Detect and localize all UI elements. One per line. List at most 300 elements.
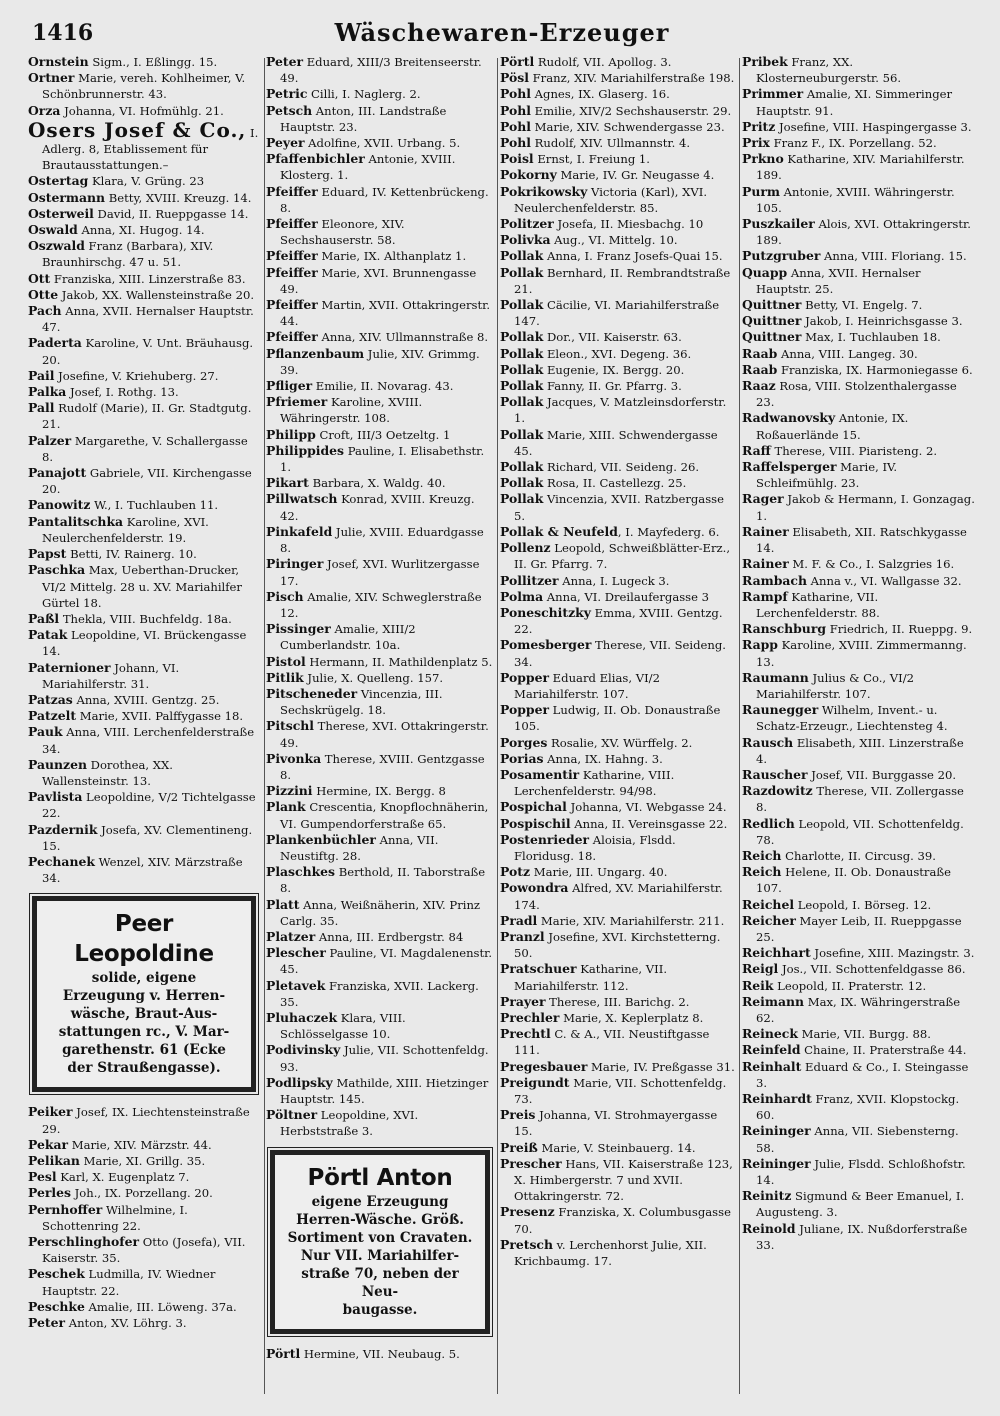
entry-name: Pollak (500, 394, 544, 410)
entry-address: Emilie, II. Novarag. 43. (312, 379, 454, 394)
entry-name: Petsch (266, 102, 313, 118)
directory-entry (742, 1091, 976, 1123)
entry-address: Franz, XX. Klosterneuburgerstr. 56. (756, 55, 902, 86)
entry-name: Papst (28, 546, 67, 562)
entry-name: Pöltner (266, 1107, 318, 1123)
entry-address: Amalie, XI. Simmeringer Hauptstr. 91. (756, 87, 953, 118)
entry-address: Franz (Barbara), XIV. Braunhirschg. 47 u. 51. (42, 239, 214, 270)
entry-address: Mayer Leib, II. Rueppgasse 25. (756, 913, 962, 944)
entry-address: C. & A., VII. Neustiftgasse 111. (514, 1027, 710, 1058)
entry-address: Eleonore, XIV. Sechshauserstr. 58. (280, 217, 405, 248)
entry-address: Mathilde, XIII. Hietzinger Hauptstr. 145. (280, 1075, 489, 1106)
entry-address: Elisabeth, XII. Ratschkygasse 14. (756, 524, 967, 556)
entry-address: Vincenzia, III. Sechskrügelg. 18. (280, 686, 443, 718)
entry-name: Piringer (266, 556, 324, 572)
entry-address: Therese, III. Barichg. 2. (545, 994, 690, 1009)
entry-address: Leopoldine, XVI. Herbststraße 3. (280, 1108, 419, 1139)
entry-name: Prayer (500, 993, 546, 1009)
entry-address: Max, Ueberthan-Drucker, VI/2 Mittelg. 28 u. XV. Mariahilfer Gürtel 18. (42, 563, 242, 610)
entry-name: Perles (28, 1185, 71, 1201)
directory-entry (28, 1315, 260, 1331)
entry-name: Pradl (500, 912, 538, 928)
column-4 (742, 54, 976, 1394)
entry-name: Prechler (500, 1009, 560, 1025)
directory-entry (742, 313, 976, 329)
ad-text-line: eigene Erzeugung (311, 1193, 449, 1210)
entry-address: Anna, I. Franz Josefs-Quai 15. (543, 249, 723, 264)
directory-entry (500, 670, 736, 702)
entry-name: Pluhaczek (266, 1009, 338, 1025)
entry-address: Josef, XVI. Wurlitzergasse 17. (280, 557, 480, 588)
directory-entry (266, 621, 494, 653)
entry-name: Reich (742, 847, 782, 863)
entry-address: Pauline, VI. Magdalenenstr. 45. (280, 946, 493, 977)
entry-name: Pokrikowsky (500, 183, 588, 199)
entry-name: Podlipsky (266, 1074, 333, 1090)
entry-address: Betti, IV. Rainerg. 10. (66, 547, 197, 562)
entry-address: Thekla, VIII. Buchfeldg. 18a. (59, 611, 232, 626)
entry-address: Jakob & Hermann, I. Gonzagag. 1. (756, 492, 975, 523)
directory-entry (28, 1153, 260, 1169)
entry-name: Pohl (500, 118, 531, 134)
entry-address: Anna, Weißnäherin, XIV. Prinz Carlg. 35. (280, 897, 481, 928)
entry-address: Hermann, II. Mathildenplatz 5. (305, 654, 493, 669)
entry-address: Anna, XIV. Ullmannstraße 8. (317, 330, 489, 345)
directory-entry (500, 362, 736, 378)
entry-name: Pfliger (266, 378, 313, 394)
directory-entry (742, 410, 976, 442)
entry-address: Hermine, VII. Neubaug. 5. (300, 1346, 460, 1361)
directory-entry (28, 724, 260, 756)
directory-entry (500, 151, 736, 167)
entry-address: Aloisia, Flsdd. Floridusg. 18. (514, 832, 676, 863)
directory-entry (742, 978, 976, 994)
entry-name: Pfeiffer (266, 297, 318, 313)
directory-entry (742, 346, 976, 362)
entry-name: Presenz (500, 1204, 555, 1220)
directory-entry (266, 329, 494, 345)
entry-name: Panajott (28, 465, 87, 481)
directory-entry (742, 961, 976, 977)
entry-address: Katharine, VII. Mariahilferstr. 112. (514, 962, 668, 993)
entry-name: Petric (266, 86, 308, 102)
entry-address: Katharine, VII. Lerchenfelderstr. 88. (756, 589, 880, 620)
entry-address: Johanna, VI. Strohmayergasse 15. (514, 1108, 718, 1139)
entry-address: Antonie, IX. Roßauerlände 15. (756, 411, 909, 442)
entry-address: Sigm., I. Eßlingg. 15. (88, 55, 218, 69)
entry-address: Jacques, V. Matzleinsdorferstr. 1. (514, 395, 727, 426)
directory-entry (742, 1042, 976, 1058)
entry-name: Raab (742, 361, 778, 377)
directory-entry (500, 1156, 736, 1205)
directory-entry (266, 184, 494, 216)
entry-name: Pissinger (266, 621, 331, 637)
entry-name: Poneschitzky (500, 604, 591, 620)
entry-address: Agnes, IX. Glaserg. 16. (530, 87, 670, 102)
entry-address: Marie, vereh. Kohlheimer, V. Schönbrunnerstr. 43. (42, 71, 246, 102)
entry-name: Reininger (742, 1123, 811, 1139)
directory-entry (28, 1137, 260, 1153)
entry-name: Plaschkes (266, 864, 336, 880)
directory-entry (266, 151, 494, 183)
directory-entry (742, 459, 976, 491)
entry-address: Josefa, XV. Clementineng. 15. (42, 822, 253, 853)
directory-entry (266, 1346, 494, 1362)
directory-entry (28, 206, 260, 222)
directory-entry (500, 427, 736, 459)
entry-address: Marie, XIII. Schwendergasse 45. (514, 427, 718, 458)
directory-entry (28, 497, 260, 513)
directory-entry (500, 751, 736, 767)
entry-name: Pfaffenbichler (266, 151, 365, 167)
entry-name: Quittner (742, 313, 802, 329)
directory-entry (266, 394, 494, 426)
entry-address: Anna, IX. Hahng. 3. (543, 751, 663, 766)
entry-name: Palzer (28, 432, 72, 448)
entry-address: Karoline, XVIII. Zimmermanng. 13. (756, 638, 967, 669)
entry-name: Pfriemer (266, 394, 328, 410)
directory-entry (28, 1234, 260, 1266)
directory-entry (28, 173, 260, 189)
directory-entry (500, 1107, 736, 1139)
directory-entry (742, 378, 976, 410)
entry-name: Patak (28, 627, 68, 643)
entry-address: Rosalie, XV. Würffelg. 2. (547, 735, 693, 750)
entry-address: Amalie, XIV. Schweglerstraße 12. (280, 589, 482, 620)
directory-entry (266, 945, 494, 977)
entry-address: Franziska, IX. Harmoniegasse 6. (777, 362, 973, 377)
directory-entry (266, 783, 494, 799)
entry-name: Peyer (266, 135, 305, 151)
entry-address: Alois, XVI. Ottakringerstr. 189. (756, 217, 971, 248)
entry-name: Preis (500, 1107, 536, 1123)
directory-entry (500, 994, 736, 1010)
entry-address: Marie, XVI. Brunnengasse 49. (280, 265, 477, 296)
directory-entry (500, 816, 736, 832)
entry-address: Fanny, II. Gr. Pfarrg. 3. (543, 379, 682, 394)
entry-address: Franziska, XVII. Lackerg. 35. (280, 978, 479, 1009)
entry-address: Marie, V. Steinbauerg. 14. (537, 1140, 696, 1155)
entry-address: David, II. Rueppgasse 14. (93, 206, 249, 221)
entry-name: Platt (266, 896, 300, 912)
entry-name: Pitlik (266, 669, 304, 685)
directory-entry (500, 540, 736, 572)
directory-entry (266, 589, 494, 621)
entry-address: Anna, VI. Dreilaufergasse 3 (543, 589, 710, 604)
directory-entry (742, 589, 976, 621)
entry-address: Anna, VII. Neustiftg. 28. (280, 832, 439, 863)
directory-entry (266, 1107, 494, 1139)
entry-name: Pikart (266, 475, 309, 491)
entry-address: Juliane, IX. Nußdorferstraße 33. (756, 1221, 968, 1252)
directory-entry (266, 832, 494, 864)
directory-entry (742, 184, 976, 216)
entry-name: Pistol (266, 653, 306, 669)
entry-address: Therese, XVIII. Gentzgasse 8. (280, 751, 485, 782)
directory-entry (28, 335, 260, 367)
entry-address: Martin, XVII. Ottakringerstr. 44. (280, 298, 491, 329)
directory-entry (28, 627, 260, 659)
directory-entry (742, 670, 976, 702)
directory-entry (742, 1156, 976, 1188)
entry-address: Wilhelm, Invent.- u. Schatz-Erzeugr., Liechtensteg 4. (756, 703, 948, 734)
entry-address: Eduard, IV. Kettenbrückeng. 8. (280, 184, 489, 215)
directory-entry (28, 119, 260, 174)
directory-entry (500, 103, 736, 119)
directory-entry (266, 524, 494, 556)
directory-entry (500, 70, 736, 86)
entry-name: Pinkafeld (266, 523, 333, 539)
directory-entry (500, 605, 736, 637)
entry-address: Otto (Josefa), VII. Kaiserstr. 35. (42, 1234, 246, 1266)
directory-entry (266, 475, 494, 491)
directory-entry (742, 119, 976, 135)
entry-name: Pollak (500, 297, 544, 313)
entry-address: Julie, VII. Schottenfeldg. 93. (280, 1043, 489, 1074)
entry-address: Barbara, X. Waldg. 40. (308, 476, 446, 491)
directory-entry (742, 297, 976, 313)
entry-address: Bernhard, II. Rembrandtstraße 21. (514, 265, 731, 296)
entry-address: Charlotte, II. Circusg. 39. (781, 848, 936, 863)
entry-address: Karoline, XVI. Neulerchenfelderstr. 19. (42, 514, 209, 545)
directory-entry (500, 913, 736, 929)
directory-entry (266, 54, 494, 86)
entry-address: Marie, XIV. Mariahilferstr. 211. (537, 913, 725, 928)
entry-name: Raff (742, 442, 771, 458)
entry-name: Reichel (742, 896, 795, 912)
directory-entry (500, 735, 736, 751)
entry-address: Anna, II. Vereinsgasse 22. (570, 816, 728, 831)
directory-entry (500, 524, 736, 540)
directory-entry (28, 562, 260, 611)
directory-entry (266, 443, 494, 475)
entry-name: Paschka (28, 562, 86, 578)
directory-entry (742, 848, 976, 864)
entry-name: Preigundt (500, 1074, 570, 1090)
entry-name: Panowitz (28, 497, 91, 513)
entry-address: Dorothea, XX. Wallensteinstr. 13. (42, 757, 173, 788)
directory-entry (266, 978, 494, 1010)
entry-name: Pletavek (266, 977, 326, 993)
directory-entry (500, 86, 736, 102)
ad-name: Pörtl Anton (307, 1164, 453, 1191)
entry-address: Marie, XVII. Palffygasse 18. (76, 709, 244, 724)
entry-name: Pollenz (500, 540, 551, 556)
entry-address: Klara, V. Grüng. 23 (88, 174, 205, 189)
directory-entry (742, 702, 976, 734)
directory-entry (742, 864, 976, 896)
column-3 (500, 54, 736, 1394)
entry-name: Porges (500, 734, 548, 750)
entry-name: Preiß (500, 1139, 538, 1155)
entry-name: Pörtl (500, 54, 535, 69)
directory-entry (500, 637, 736, 669)
directory-entry (28, 222, 260, 238)
entry-address: Eduard, XIII/3 Breitenseerstr. 49. (280, 55, 482, 86)
entry-name: Rambach (742, 572, 807, 588)
entry-address: Antonie, XVIII. Klosterg. 1. (280, 152, 456, 183)
directory-entry (500, 184, 736, 216)
directory-entry (28, 514, 260, 546)
entry-address: Marie, IV. Gr. Neugasse 4. (556, 168, 715, 183)
directory-entry (266, 248, 494, 264)
directory-entry (500, 702, 736, 734)
entry-address: I. Adlerg. 8, Etablissement für Brautausstattungen.– (42, 125, 259, 173)
entry-address: Leopold, II. Praterstr. 12. (773, 978, 927, 993)
entry-name: Pösl (500, 70, 529, 86)
entry-name: Paßl (28, 610, 60, 626)
entry-address: Johann, VI. Mariahilferstr. 31. (42, 660, 180, 691)
entry-name: Paternioner (28, 659, 111, 675)
entry-name: Pavlista (28, 789, 83, 805)
entry-name: Peter (266, 54, 304, 69)
entry-name: Rampf (742, 588, 788, 604)
directory-entry (500, 799, 736, 815)
directory-entry (266, 718, 494, 750)
entry-address: Konrad, XVIII. Kreuzg. 42. (280, 492, 475, 523)
directory-entry (500, 329, 736, 345)
ad-text-line: straße 70, neben der Neu- (301, 1265, 459, 1300)
directory-entry (742, 216, 976, 248)
entry-name: Osers Josef & Co., (28, 117, 247, 142)
entry-name: Ranschburg (742, 621, 827, 637)
directory-entry (28, 854, 260, 886)
entry-address: Alfred, XV. Mariahilferstr. 174. (514, 881, 723, 912)
entry-name: Pretsch (500, 1236, 553, 1252)
directory-entry (500, 767, 736, 799)
directory-entry (266, 1075, 494, 1107)
entry-address: Gabriele, VII. Kirchengasse 20. (42, 466, 252, 497)
directory-entry (28, 271, 260, 287)
entry-name: Podivinsky (266, 1042, 341, 1058)
entry-address: Julius & Co., VI/2 Mariahilferstr. 107. (756, 670, 915, 701)
entry-address: Marie, X. Keplerplatz 8. (559, 1010, 704, 1025)
entry-name: Reigl (742, 961, 779, 977)
directory-entry (742, 816, 976, 848)
entry-address: Therese, VII. Zollergasse 8. (756, 784, 964, 815)
entry-address: Anna, XVII. Hernalser Hauptstr. 47. (42, 304, 254, 335)
entry-name: Peschke (28, 1298, 85, 1314)
ad-text-line: Erzeugung v. Herren- (62, 988, 226, 1005)
directory-entry (266, 216, 494, 248)
entry-name: Pollak (500, 378, 544, 394)
entry-address: Anna, XVII. Hernalser Hauptstr. 25. (756, 265, 921, 296)
entry-address: Rudolf (Marie), II. Gr. Stadtgutg. 21. (42, 401, 252, 432)
directory-entry (28, 190, 260, 206)
entry-address: Julie, Flsdd. Schloßhofstr. 14. (756, 1156, 966, 1188)
entry-address: , I. Mayfederg. 6. (617, 524, 720, 539)
directory-entry (742, 913, 976, 945)
entry-address: Anna, VIII. Langeg. 30. (777, 346, 918, 361)
entry-name: Porias (500, 750, 544, 766)
entry-name: Pratschuer (500, 961, 577, 977)
entry-name: Pregesbauer (500, 1058, 588, 1074)
entry-name: Raumann (742, 669, 809, 685)
entry-address: Crescentia, Knopflochnäherin, VI. Gumpendorferstraße 65. (280, 800, 489, 831)
directory-entry (500, 589, 736, 605)
entry-name: Raab (742, 345, 778, 361)
entry-address: W., I. Tuchlauben 11. (90, 498, 219, 513)
entry-name: Plank (266, 799, 306, 815)
directory-entry (500, 248, 736, 264)
entry-name: Raffelsperger (742, 459, 837, 475)
entry-name: Purm (742, 183, 780, 199)
entry-name: Peiker (28, 1104, 73, 1120)
directory-entry (28, 789, 260, 821)
directory-entry (500, 1026, 736, 1058)
entry-name: Popper (500, 669, 549, 685)
entry-address: Wilhelmine, I. Schottenring 22. (42, 1202, 188, 1233)
entry-name: Rager (742, 491, 784, 507)
entry-name: Pitschl (266, 718, 314, 734)
directory-entry (500, 394, 736, 426)
entry-name: Ortner (28, 70, 75, 86)
entry-address: Leopold, I. Börseg. 12. (794, 897, 932, 912)
ad-text-line: garethenstr. 61 (Ecke (62, 1042, 226, 1059)
entry-name: Reinold (742, 1220, 796, 1236)
entry-address: Marie, IX. Althanplatz 1. (317, 249, 467, 264)
entry-name: Paderta (28, 335, 82, 351)
entry-name: Pollak (500, 491, 544, 507)
entry-name: Pollak (500, 459, 544, 475)
entry-address: Eduard & Co., I. Steingasse 3. (756, 1059, 969, 1090)
entry-name: Reik (742, 977, 774, 993)
directory-entry (742, 135, 976, 151)
entry-name: Quittner (742, 329, 802, 345)
directory-entry (742, 1123, 976, 1155)
directory-entry (28, 465, 260, 497)
entry-address: Klara, VIII. Schlösselgasse 10. (280, 1010, 406, 1042)
entry-address: Helene, II. Ob. Donaustraße 107. (756, 865, 951, 896)
entry-name: Pernhoffer (28, 1201, 103, 1217)
directory-entry (266, 1042, 494, 1074)
entry-name: Osterweil (28, 205, 94, 221)
entry-name: Primmer (742, 86, 804, 102)
directory-entry (266, 799, 494, 831)
entry-name: Pritz (742, 118, 776, 134)
entry-address: Eduard Elias, VI/2 Mariahilferstr. 107. (514, 670, 660, 701)
directory-entry (742, 1221, 976, 1253)
entry-name: Pail (28, 367, 55, 383)
entry-address: Josefine, VIII. Haspingergasse 3. (775, 119, 972, 134)
entry-name: Reineck (742, 1026, 798, 1042)
entry-address: Leopold, VII. Schottenfeldg. 78. (756, 816, 964, 847)
directory-columns (28, 54, 976, 1394)
directory-entry (266, 670, 494, 686)
entry-address: Ludmilla, IV. Wiedner Hauptstr. 22. (42, 1267, 216, 1298)
entry-name: Pospichal (500, 799, 567, 815)
entry-name: Pach (28, 303, 62, 319)
entry-name: Polma (500, 588, 544, 604)
entry-name: Paunzen (28, 756, 87, 772)
entry-address: Wenzel, XIV. Märzstraße 34. (42, 854, 243, 886)
directory-entry (28, 400, 260, 432)
entry-name: Powondra (500, 880, 569, 896)
entry-name: Pivonka (266, 750, 322, 766)
entry-name: Pollak (500, 345, 544, 361)
entry-name: Rausch (742, 734, 794, 750)
entry-name: Pokorny (500, 167, 557, 183)
directory-entry (500, 475, 736, 491)
directory-entry (266, 556, 494, 588)
directory-entry (28, 368, 260, 384)
entry-address: Katharine, XIV. Mariahilferstr. 189. (756, 152, 965, 183)
directory-entry (742, 54, 976, 86)
entry-address: Karl, X. Eugenplatz 7. (56, 1170, 190, 1185)
directory-entry (742, 362, 976, 378)
directory-entry (266, 427, 494, 443)
entry-address: Ernst, I. Freiung 1. (533, 152, 650, 167)
